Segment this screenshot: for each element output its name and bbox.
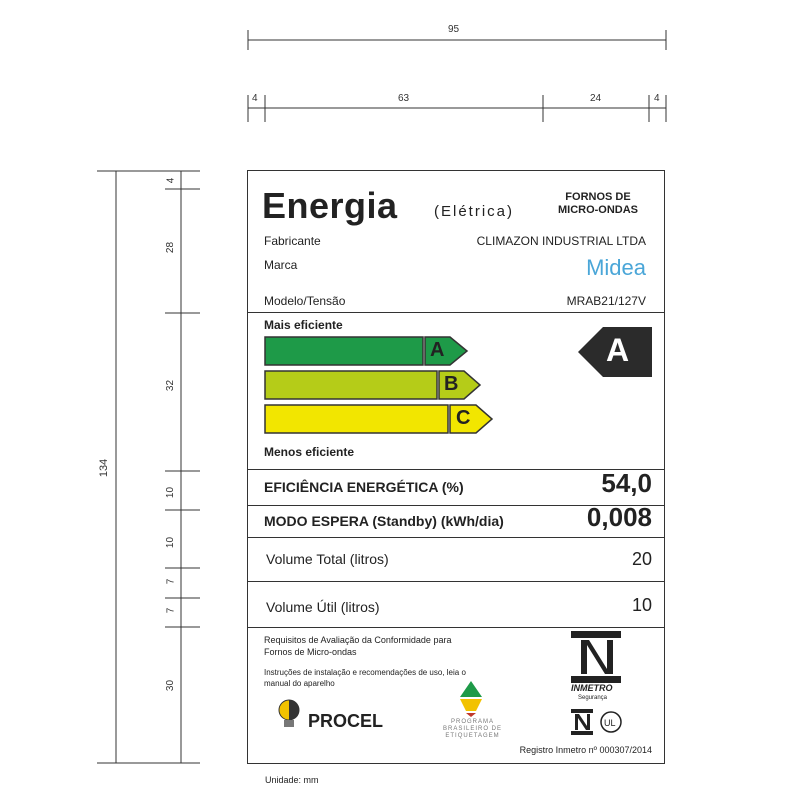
brand-label: Marca <box>264 258 298 272</box>
dim-left-part: 10 <box>165 536 177 549</box>
dim-top-part: 24 <box>590 93 602 104</box>
procel-logo: PROCEL <box>308 711 384 731</box>
seguranca-label: Segurança <box>578 695 608 701</box>
divider <box>248 312 664 313</box>
manufacturer-value: CLIMAZON INDUSTRIAL LTDA <box>476 234 646 248</box>
volume-total-value: 20 <box>631 549 652 569</box>
dim-left-part: 28 <box>165 241 177 254</box>
certification-marks-icon <box>571 709 631 735</box>
efficiency-value: 54,0 <box>601 468 652 498</box>
rating-letter: A <box>606 332 630 368</box>
dim-left-part: 30 <box>165 679 177 692</box>
standby-value: 0,008 <box>586 502 652 532</box>
volume-util-label: Volume Útil (litros) <box>266 599 380 615</box>
pbe-logo-text: PROGRAMA BRASILEIRO DE ETIQUETAGEM <box>443 719 503 739</box>
divider <box>248 627 664 628</box>
registro-inmetro: Registro Inmetro nº 000307/2014 <box>519 745 652 755</box>
divider <box>248 581 664 582</box>
dim-top-part: 4 <box>252 93 258 104</box>
unit-label: Unidade: mm <box>265 775 319 785</box>
dim-top-total: 95 <box>448 24 460 35</box>
dim-top-part: 4 <box>654 93 660 104</box>
svg-text:UL: UL <box>604 718 616 728</box>
dim-left-part: 10 <box>165 486 177 499</box>
brand-logo: Midea <box>586 255 646 280</box>
most-efficient-label: Mais eficiente <box>264 318 343 332</box>
dim-top-part: 63 <box>398 93 410 104</box>
class-c-letter: C <box>456 407 471 429</box>
instructions-text: Instruções de instalação e recomendações de uso, leia o manual do aparelho <box>264 668 466 688</box>
volume-total-label: Volume Total (litros) <box>266 551 389 567</box>
dim-left-part: 4 <box>165 177 177 184</box>
standby-label: MODO ESPERA (Standby) (kWh/dia) <box>264 513 504 529</box>
class-b-letter: B <box>444 373 459 395</box>
label-title: Energia <box>262 185 398 226</box>
procel-bulb-icon <box>278 699 300 731</box>
manufacturer-label: Fabricante <box>264 234 321 248</box>
dim-left-part: 32 <box>165 379 177 392</box>
inmetro-logo-icon <box>571 631 621 683</box>
product-category: FORNOS DE MICRO-ONDAS <box>557 191 639 216</box>
dim-left-total: 134 <box>98 458 111 478</box>
energy-label <box>247 170 665 764</box>
inmetro-label: INMETRO <box>571 683 613 693</box>
model-value: MRAB21/127V <box>566 294 646 308</box>
dim-left-part: 7 <box>165 578 177 585</box>
requirements-text: Requisitos de Avaliação da Conformidade para Fornos de Micro-ondas <box>264 635 452 657</box>
pbe-logo-icon <box>458 681 484 717</box>
label-subtitle: (Elétrica) <box>434 203 515 220</box>
top-dimension-lines <box>0 0 800 130</box>
dim-left-part: 7 <box>165 607 177 614</box>
class-a-letter: A <box>430 339 445 361</box>
divider <box>248 537 664 538</box>
efficiency-label: EFICIÊNCIA ENERGÉTICA (%) <box>264 479 464 495</box>
volume-util-value: 10 <box>631 595 652 615</box>
least-efficient-label: Menos eficiente <box>264 445 355 459</box>
model-label: Modelo/Tensão <box>264 294 346 308</box>
